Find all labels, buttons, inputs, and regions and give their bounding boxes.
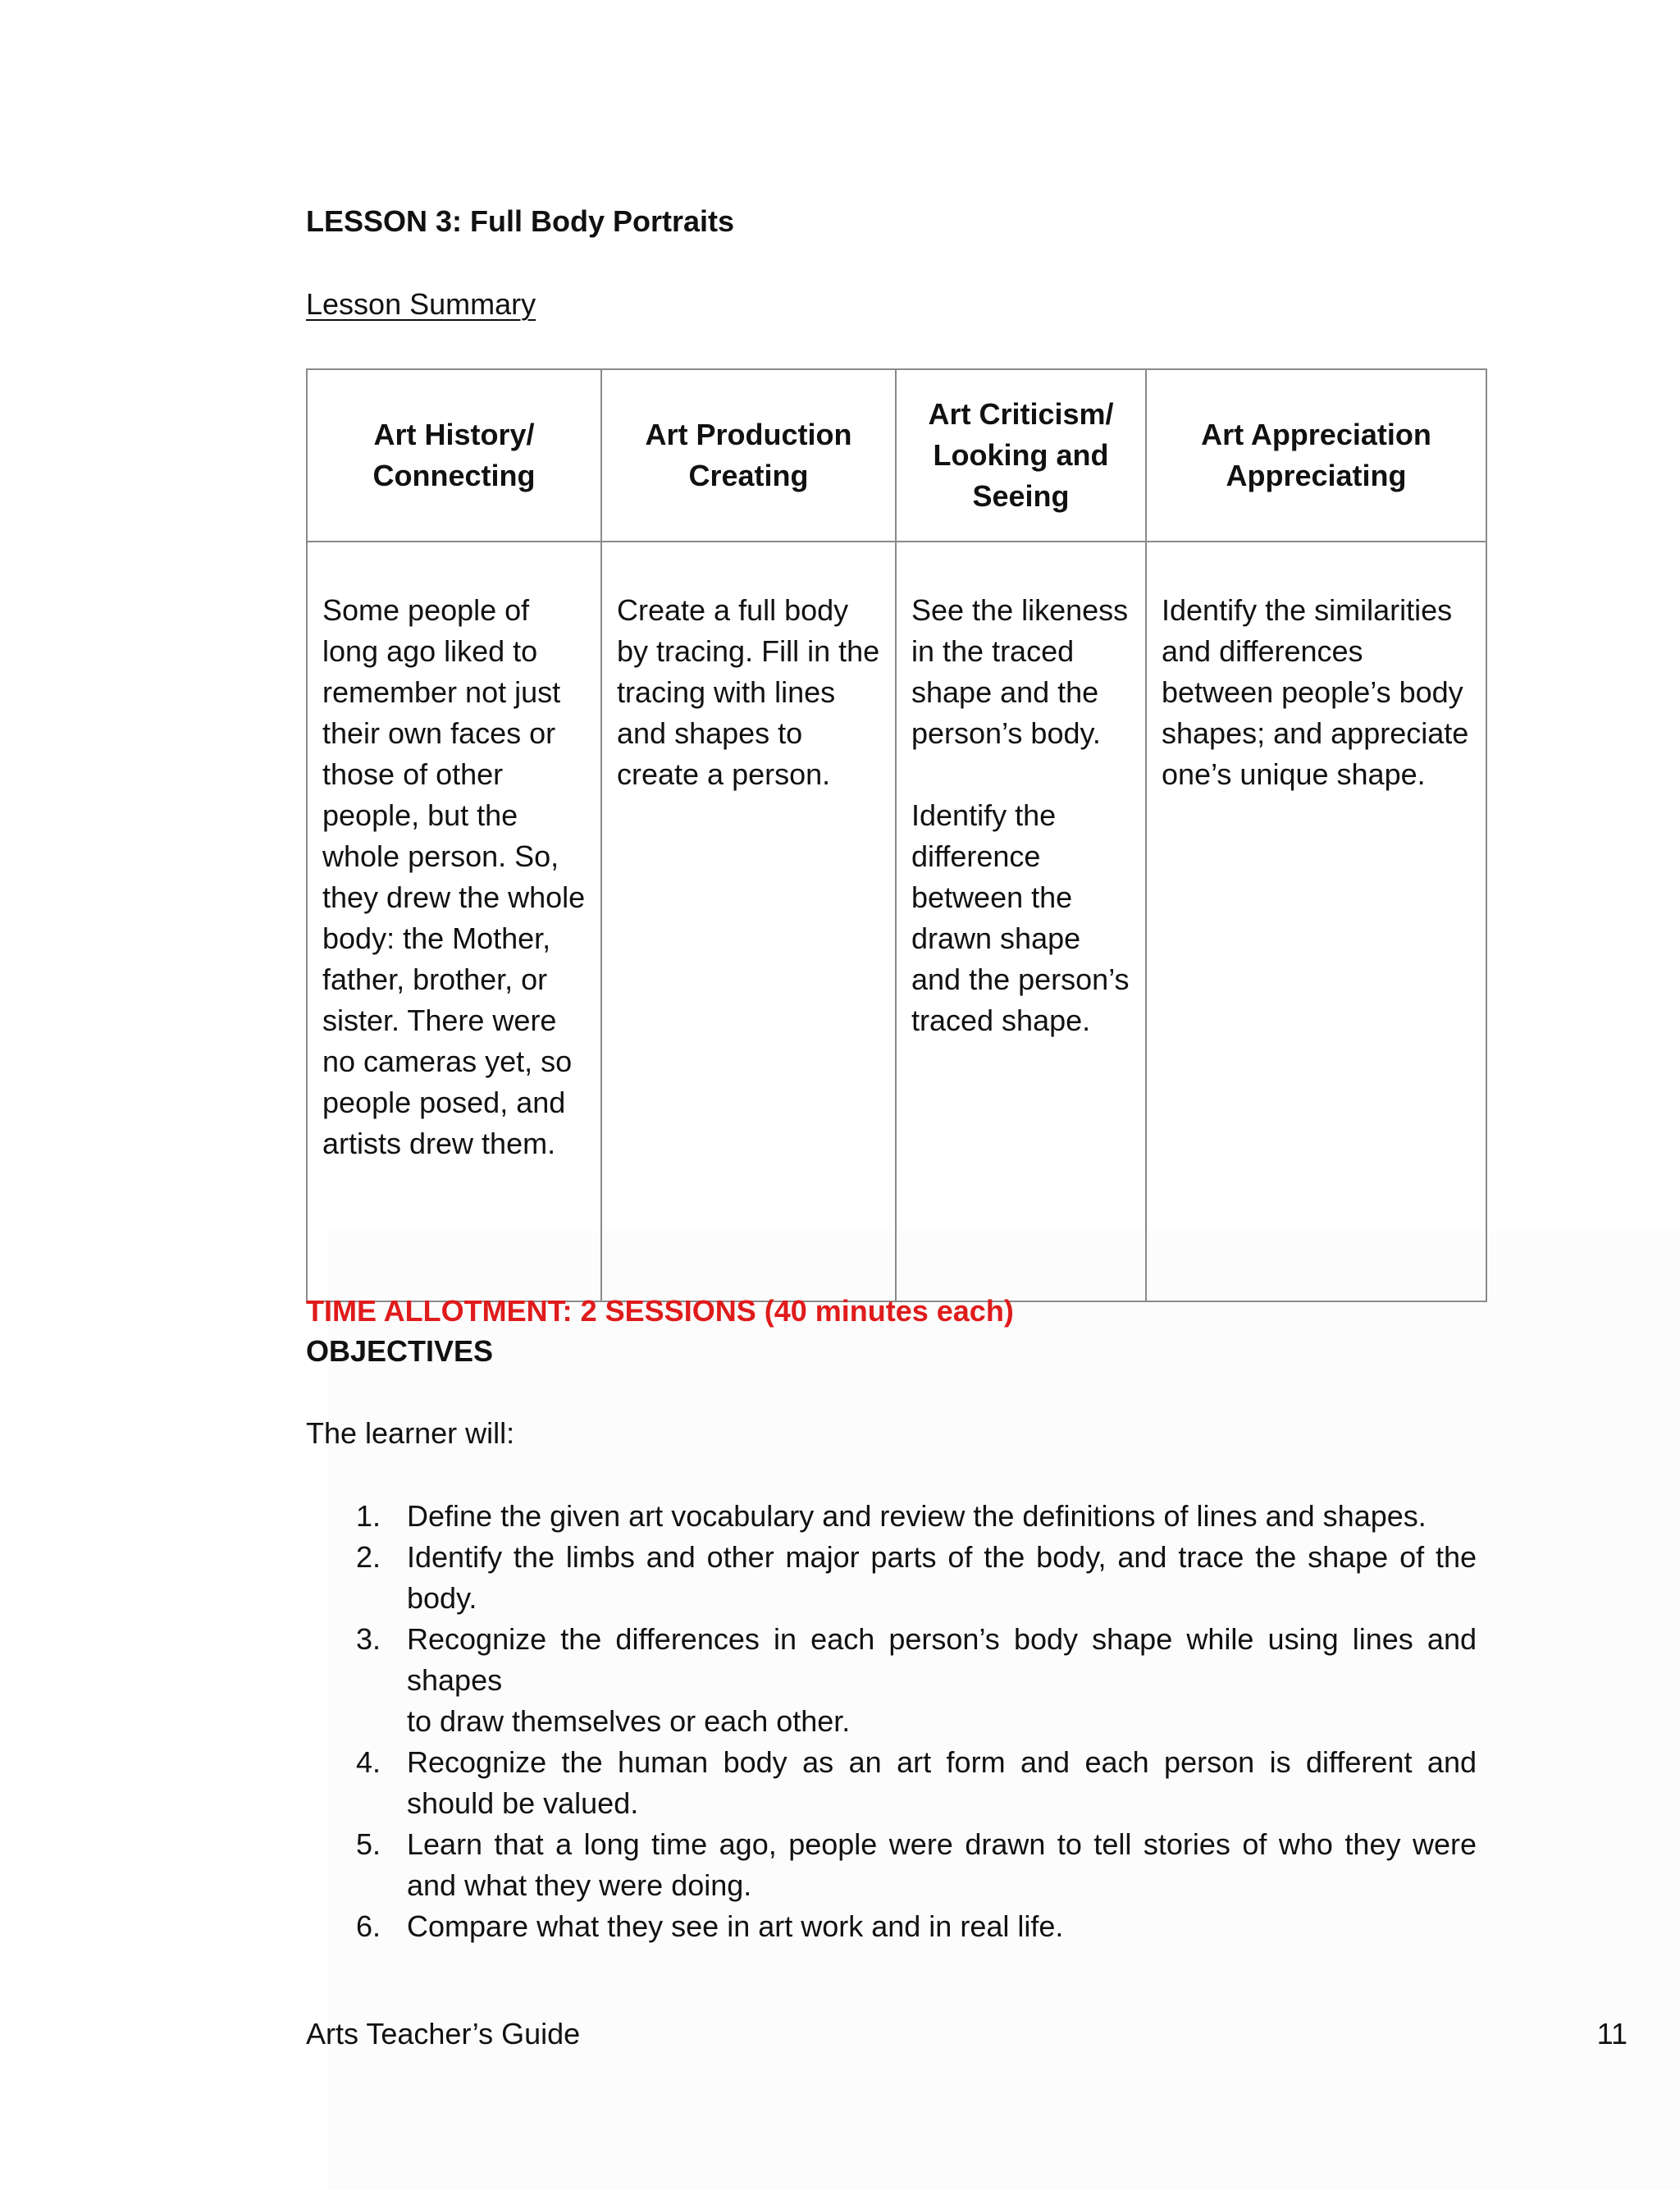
list-item [353, 1742, 1477, 1824]
cell-art-appreciation [1146, 542, 1486, 1301]
lesson-title: LESSON 3: Full Body Portraits [306, 204, 735, 238]
header-art-criticism [896, 369, 1146, 542]
list-item [353, 1619, 1477, 1742]
list-item [353, 1537, 1477, 1619]
table-row [307, 542, 1486, 1301]
header-label: Art Appreciation Appreciating [1201, 418, 1431, 492]
list-item [353, 1906, 1477, 1947]
table-header-row [307, 369, 1486, 542]
list-item [353, 1824, 1477, 1906]
cell-art-history [307, 542, 601, 1301]
list-number: 6. [356, 1909, 381, 1943]
list-text: Identify the limbs and other major parts of the body, and trace the shape of the body. [407, 1540, 1477, 1615]
lesson-summary-table [306, 368, 1487, 1302]
header-art-history [307, 369, 601, 542]
time-allotment: TIME ALLOTMENT: 2 SESSIONS (40 minutes each) [306, 1294, 1014, 1328]
objectives-list [353, 1496, 1477, 1947]
cell-text: See the likeness in the traced shape and the person’s body. Identify the difference between the drawn shape and the person’s traced shape. [911, 593, 1130, 1037]
header-art-appreciation [1146, 369, 1486, 542]
header-label: Art History/ Connecting [372, 418, 536, 492]
list-number: 3. [356, 1622, 381, 1656]
cell-text: Create a full body by tracing. Fill in the tracing with lines and shapes to create a person. [617, 593, 880, 791]
cell-text: Identify the similarities and differences between people’s body shapes; and appreciate one’s unique shape. [1162, 593, 1469, 791]
list-number: 1. [356, 1499, 381, 1533]
learner-intro: The learner will: [306, 1416, 515, 1450]
cell-art-criticism [896, 542, 1146, 1301]
lesson-summary-heading: Lesson Summary [306, 287, 536, 321]
list-text: Compare what they see in art work and in real life. [407, 1909, 1064, 1943]
list-text: Recognize the differences in each person’s body shape while using lines and shapes to draw themselves or each other. [407, 1622, 1477, 1738]
header-label: Art Criticism/ Looking and Seeing [928, 397, 1114, 513]
list-item [353, 1496, 1477, 1537]
list-number: 4. [356, 1745, 381, 1779]
list-text: Recognize the human body as an art form and each person is different and should be valued. [407, 1745, 1477, 1820]
page-number: 11 [1596, 2017, 1628, 2051]
list-text: Define the given art vocabulary and review the definitions of lines and shapes. [407, 1499, 1427, 1533]
cell-text: Some people of long ago liked to remember not just their own faces or those of other people, but the whole person. So, they drew the whole body: the Mother, father, brother, or sister. There were no cameras yet, so people posed, and artists drew them. [322, 593, 586, 1160]
header-art-production [601, 369, 896, 542]
list-text: Learn that a long time ago, people were drawn to tell stories of who they were and what they were doing. [407, 1827, 1477, 1902]
list-number: 2. [356, 1540, 381, 1574]
header-label: Art Production Creating [645, 418, 852, 492]
list-number: 5. [356, 1827, 381, 1861]
footer-guide-title: Arts Teacher’s Guide [306, 2017, 581, 2051]
cell-art-production [601, 542, 896, 1301]
objectives-heading: OBJECTIVES [306, 1334, 494, 1368]
